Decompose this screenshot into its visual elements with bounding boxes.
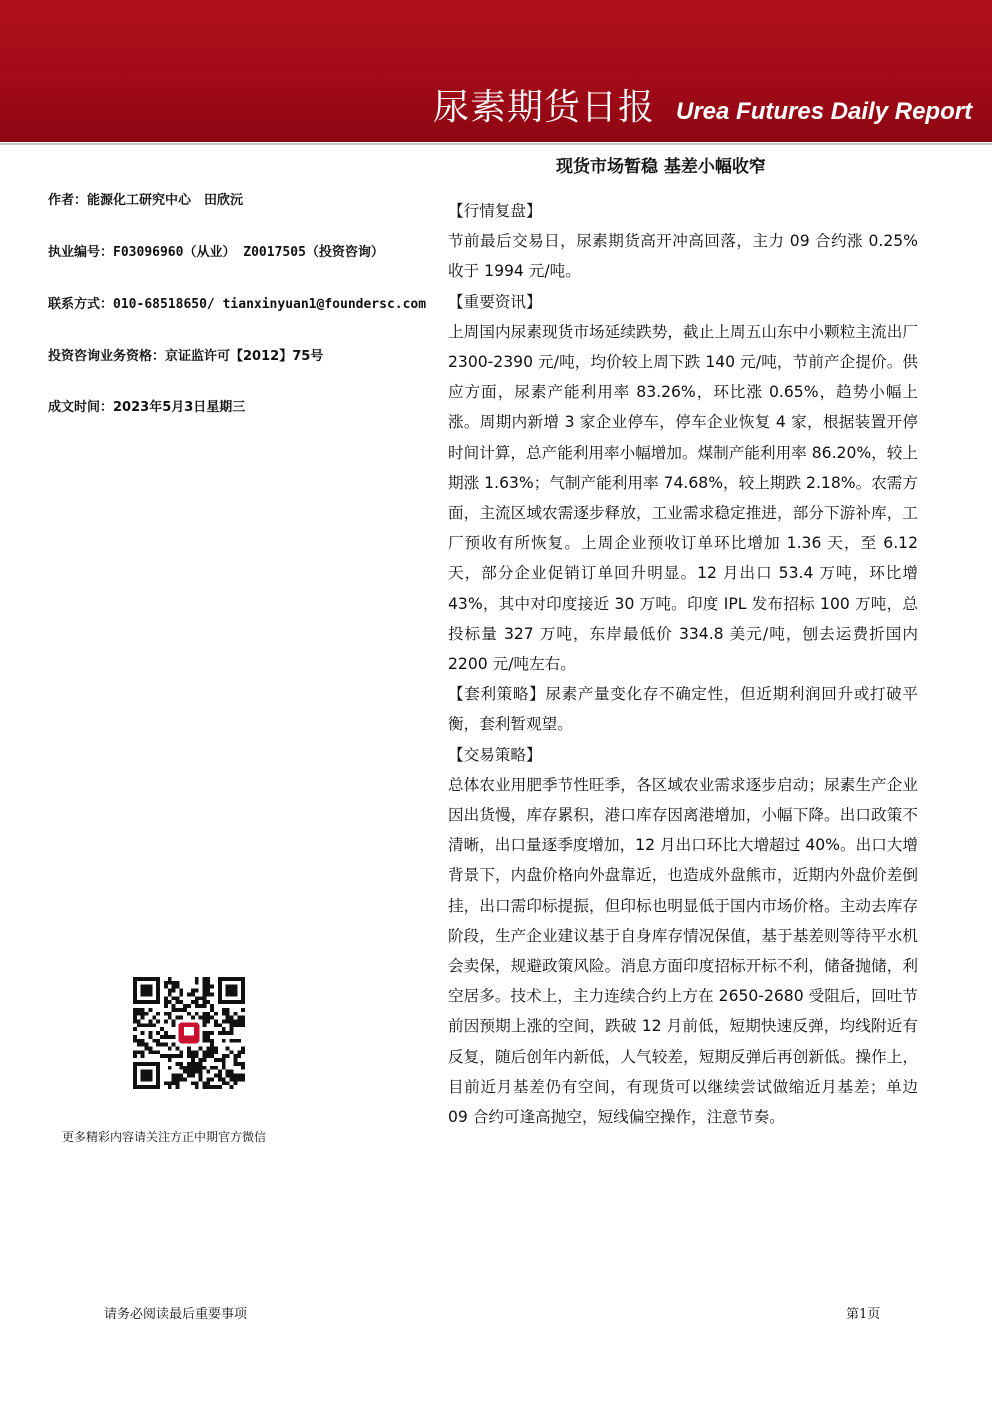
- meta-author: [48, 192, 438, 210]
- meta-date-value: 2023年5月3日星期三: [113, 400, 246, 415]
- arbitrage-heading: 【套利策略】: [448, 685, 546, 704]
- meta-author-value: 能源化工研究中心 田欣沅: [87, 193, 244, 208]
- report-title-cn: 尿素期货日报: [433, 87, 656, 128]
- footer-notice: 请务必阅读最后重要事项: [104, 1307, 248, 1322]
- arbitrage-paragraph: [448, 679, 918, 739]
- meta-contact-label: 联系方式：: [48, 297, 114, 312]
- meta-date: [48, 399, 438, 417]
- header-divider: [0, 143, 992, 145]
- meta-contact-value: 010-68518650/ tianxinyuan1@foundersc.com: [113, 297, 427, 312]
- market-review-text: 节前最后交易日，尿素期货高开冲高回落，主力 09 合约涨 0.25%收于 1994 元/吨。: [448, 232, 918, 281]
- trading-text: 总体农业用肥季节性旺季，各区域农业需求逐步启动；尿素生产企业因出货慢，库存累积，港口库存因离港增加，小幅下降。出口政策不清晰，出口量逐季度增加，12 月出口环比大增超过 40%。出口大增背景下，内盘价格向外盘靠近，也造成外盘熊市，近期内外盘价差倒挂，出口需印标提振，但印标也明显低于国内市场价格。主动去库存阶段，生产企业建议基于自身库存情况保值，基于基差则等待平水机会卖保，规避政策风险。消息方面印度招标开标不利，储备抛储，利空居多。技术上，主力连续合约上方在 2650-2680 受阻后，回吐节前因预期上涨的空间，跌破 12 月前低，短期快速反弹，均线附近有反复，随后创年内新低，人气较差，短期反弹后再创新低。操作上，目前近月基差仍有空间，有现货可以继续尝试做缩近月基差；单边 09 合约可逢高抛空，短线偏空操作，注意节奏。: [448, 775, 918, 1127]
- page-number: 第1页: [846, 1307, 881, 1322]
- meta-contact: [48, 296, 438, 314]
- meta-author-label: 作者：: [48, 193, 88, 208]
- meta-license-value: F03096960（从业） Z0017505（投资咨询）: [113, 245, 384, 260]
- news-heading: 【重要资讯】: [448, 292, 542, 311]
- meta-qualification-value: 京证监许可【2012】75号: [165, 349, 324, 364]
- arbitrage-text: 尿素产量变化存不确定性，但近期利润回升或打破平衡，套利暂观望。: [448, 685, 918, 734]
- report-body: [448, 196, 918, 1132]
- report-title-en: Urea Futures Daily Report: [676, 98, 973, 125]
- meta-license: [48, 244, 438, 262]
- headline: 现货市场暂稳 基差小幅收窄: [556, 157, 766, 177]
- news-text: 上周国内尿素现货市场延续跌势，截止上周五山东中小颗粒主流出厂 2300-2390 元/吨，均价较上周下跌 140 元/吨，节前产企提价。供应方面，尿素产能利用率 83.26%，环比涨 0.65%，趋势小幅上涨。周期内新增 3 家企业停车，停车企业恢复 4 家，根据装置开停时间计算，总产能利用率小幅增加。煤制产能利用率 86.20%，较上期涨 1.63%；气制产能利用率 74.68%，较上期跌 2.18%。农需方面，主流区域农需逐步释放，工业需求稳定推进，部分下游补库，工厂预收有所恢复。上周企业预收订单环比增加 1.36 天，至 6.12 天，部分企业促销订单回升明显。12 月出口 53.4 万吨，环比增 43%，其中对印度接近 30 万吨。印度 IPL 发布招标 100 万吨，总投标量 327 万吨，东岸最低价 334.8 美元/吨，刨去运费折国内 2200 元/吨左右。: [448, 322, 918, 674]
- qr-code-icon: [133, 977, 245, 1089]
- market-review-heading: 【行情复盘】: [448, 202, 542, 220]
- trading-heading: 【交易策略】: [448, 745, 542, 764]
- qr-caption: 更多精彩内容请关注方正中期官方微信: [62, 1130, 267, 1144]
- meta-qualification-label: 投资咨询业务资格：: [48, 349, 166, 364]
- meta-date-label: 成文时间：: [48, 400, 114, 415]
- meta-license-label: 执业编号：: [48, 245, 114, 260]
- meta-qualification: [48, 348, 438, 366]
